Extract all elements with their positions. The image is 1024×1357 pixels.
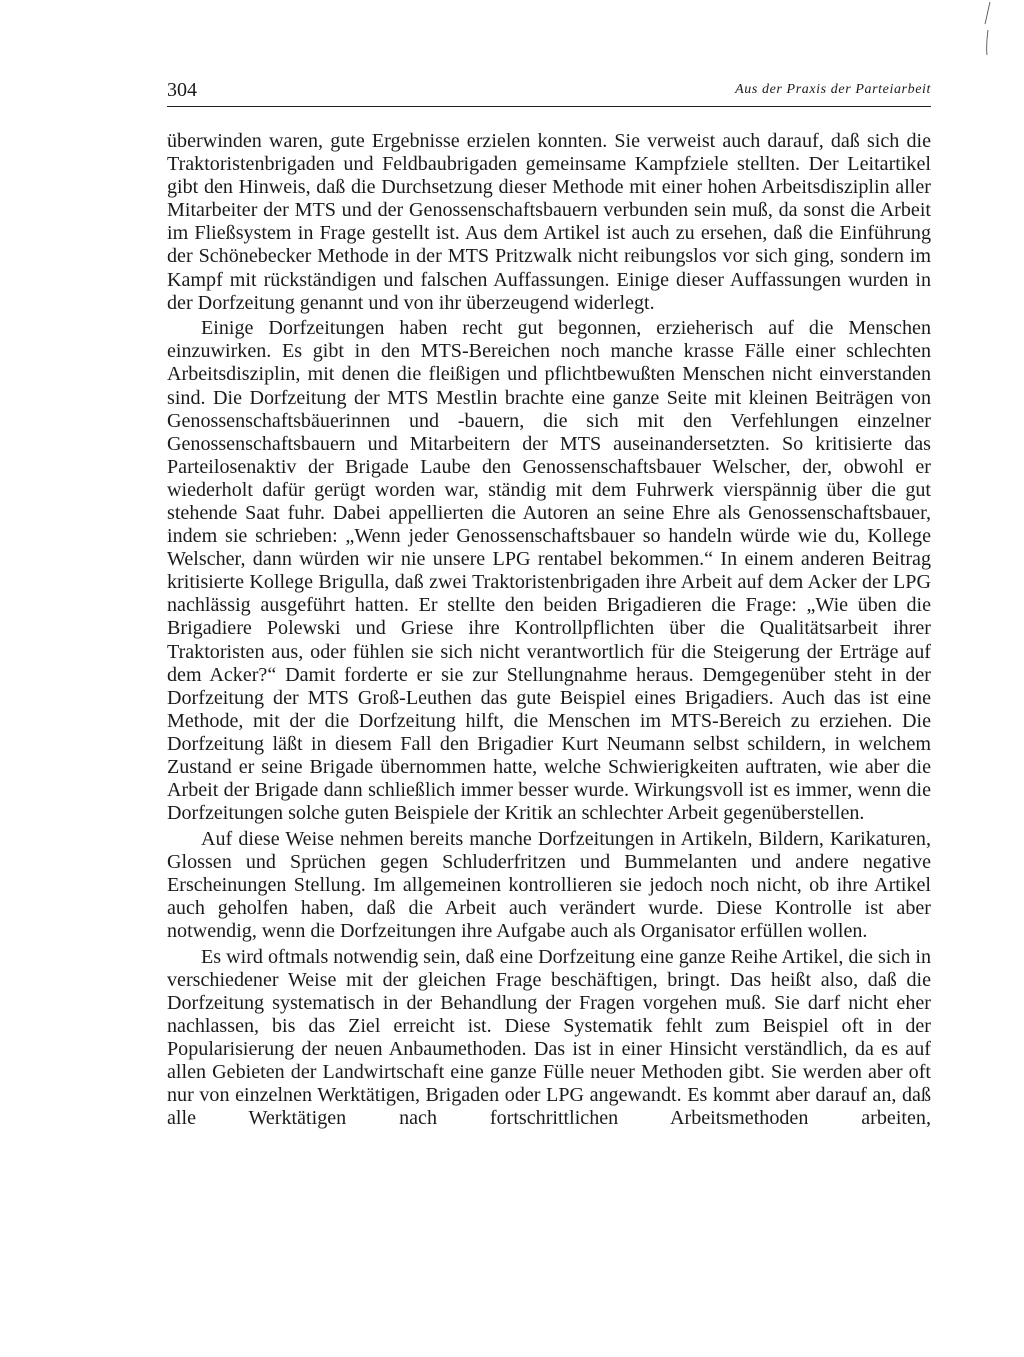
body-text — [167, 130, 931, 1131]
paragraph: Einige Dorfzeitungen haben recht gut begonnen, erzieherisch auf die Menschen einzuwirken. Es gibt in den MTS-Bereichen noch manche krasse Fälle einer schlechten Arbeitsdisziplin, mit denen die fleißigen und pflichtbewußten Menschen nicht einverstanden sind. Die Dorfzeitung der MTS Mestlin brachte eine ganze Seite mit kleinen Beiträgen von Genossenschaftsbäuerinnen und -bauern, die sich mit den Verfehlungen einzelner Genossenschaftsbauern und Mitarbeitern der MTS auseinandersetzten. So kritisierte das Parteilosenaktiv der Brigade Laube den Genossenschaftsbauer Welscher, der, obwohl er wiederholt dafür gerügt worden war, ständig mit dem Fuhrwerk vierspännig über die gut stehende Saat fuhr. Dabei appellierten die Autoren an seine Ehre als Genossenschaftsbauer, indem sie schrieben: „Wenn jeder Genossenschaftsbauer so handeln würde wie du, Kollege Welscher, dann würden wir nie unsere LPG rentabel bekommen.“ In einem anderen Beitrag kritisierte Kollege Brigulla, daß zwei Traktoristenbrigaden ihre Arbeit auf dem Acker der LPG nachlässig ausgeführt hatten. Er stellte den beiden Brigadieren die Frage: „Wie üben die Brigadiere Polewski und Griese ihre Kontrollpflichten über die Qualitätsarbeit ihrer Traktoristen aus, oder fühlen sie sich nicht verantwortlich für die Steigerung der Erträge auf dem Acker?“ Damit forderte er sie zur Stellungnahme heraus. Demgegenüber steht in der Dorfzeitung der MTS Groß-Leuthen das gute Beispiel eines Brigadiers. Auch das ist eine Methode, mit der die Dorfzeitung hilft, die Menschen im MTS-Bereich zu erziehen. Die Dorfzeitung läßt in diesem Fall den Brigadier Kurt Neumann selbst schildern, in welchem Zustand er seine Brigade übernommen hatte, welche Schwierigkeiten auftraten, wie aber die Arbeit der Brigade dann schließlich immer besser wurde. Wirkungsvoll ist es immer, wenn die Dorfzeitungen solche guten Beispiele der Kritik an schlechter Arbeit gegenüberstellen. — [167, 317, 931, 825]
paragraph: überwinden waren, gute Ergebnisse erzielen konnten. Sie verweist auch darauf, daß sich die Traktoristenbrigaden und Feldbaubrigaden gemeinsame Kampfziele stellten. Der Leitartikel gibt den Hinweis, daß die Durchsetzung dieser Methode mit einer hohen Arbeitsdisziplin aller Mitarbeiter der MTS und der Genossenschaftsbauern verbunden sein muß, da sonst die Arbeit im Fließsystem in Frage gestellt ist. Aus dem Artikel ist auch zu ersehen, daß die Einführung der Schönebecker Methode in der MTS Pritzwalk nicht reibungslos vor sich ging, sondern im Kampf mit rückständigen und falschen Auffassungen. Einige dieser Auffassungen wurden in der Dorfzeitung genannt und von ihr überzeugend widerlegt. — [167, 130, 931, 314]
paragraph: Es wird oftmals notwendig sein, daß eine Dorfzeitung eine ganze Reihe Artikel, die sich in verschiedener Weise mit der gleichen Frage beschäftigen, bringt. Das heißt also, daß die Dorfzeitung systematisch in der Behandlung der Fragen vorgehen muß. Sie darf nicht eher nachlassen, bis das Ziel erreicht ist. Diese Systematik fehlt zum Beispiel oft in der Popularisierung der neuen Anbaumethoden. Das ist in einer Hinsicht verständlich, da es auf allen Gebieten der Landwirtschaft eine ganze Fülle neuer Methoden gibt. Sie werden aber oft nur von einzelnen Werktätigen, Brigaden oder LPG angewandt. Es kommt aber darauf an, daß alle Werktätigen nach fortschrittlichen Arbeitsmethoden arbeiten, — [167, 945, 931, 1130]
running-head — [167, 78, 931, 106]
running-title: Aus der Praxis der Parteiarbeit — [735, 82, 931, 97]
page-number: 304 — [167, 79, 197, 101]
pencil-margin-mark — [976, 0, 998, 58]
header-rule — [167, 106, 931, 107]
paragraph: Auf diese Weise nehmen bereits manche Dorfzeitungen in Artikeln, Bildern, Karikaturen, Glossen und Sprüchen gegen Schluderfritzen und Bummelanten und andere negative Erscheinungen Stellung. Im allgemeinen kontrollieren sie jedoch noch nicht, ob ihre Artikel auch geholfen haben, daß die Arbeit auch verändert wurde. Diese Kontrolle ist aber notwendig, wenn die Dorfzeitungen ihre Aufgabe auch als Organisator erfüllen wollen. — [167, 827, 931, 943]
